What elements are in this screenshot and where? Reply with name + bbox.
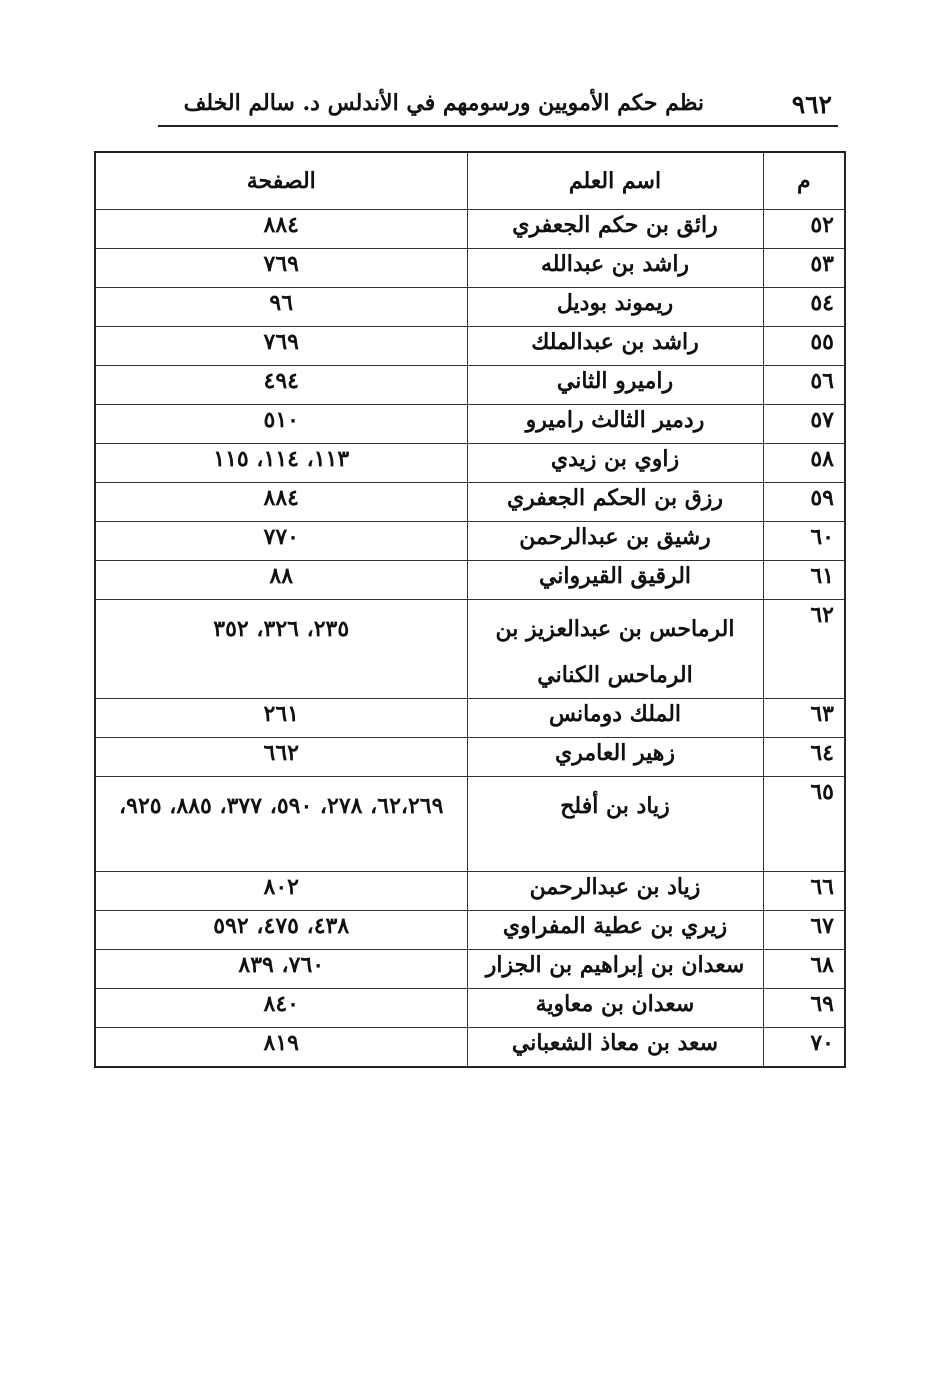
person-name: زياد بن عبدالرحمن bbox=[467, 872, 763, 911]
page-references: ٧٧٠ bbox=[95, 522, 467, 561]
row-number: ٥٣ bbox=[763, 249, 845, 288]
person-name: ردمير الثالث راميرو bbox=[467, 405, 763, 444]
page-references: ٥١٠ bbox=[95, 405, 467, 444]
page-header bbox=[158, 88, 838, 122]
page-references: ٤٩٤ bbox=[95, 366, 467, 405]
page-references: ٨٨٤ bbox=[95, 210, 467, 249]
table-row bbox=[95, 249, 845, 288]
row-number: ٥٩ bbox=[763, 483, 845, 522]
table-row bbox=[95, 1028, 845, 1068]
row-number: ٦٨ bbox=[763, 950, 845, 989]
table-row bbox=[95, 444, 845, 483]
person-name: راشد بن عبدالله bbox=[467, 249, 763, 288]
table-body bbox=[95, 210, 845, 1068]
row-number: ٦٧ bbox=[763, 911, 845, 950]
table-header-row bbox=[95, 152, 845, 210]
table-row bbox=[95, 522, 845, 561]
row-number: ٥٧ bbox=[763, 405, 845, 444]
table-row bbox=[95, 288, 845, 327]
table-row bbox=[95, 950, 845, 989]
table-row bbox=[95, 405, 845, 444]
row-number: ٥٥ bbox=[763, 327, 845, 366]
person-name: رزق بن الحكم الجعفري bbox=[467, 483, 763, 522]
table-row bbox=[95, 738, 845, 777]
person-name: ريموند بوديل bbox=[467, 288, 763, 327]
person-name: سعدان بن معاوية bbox=[467, 989, 763, 1028]
page-references: ٤٣٨، ٤٧٥، ٥٩٢ bbox=[95, 911, 467, 950]
page-references: ٧٦٠، ٨٣٩ bbox=[95, 950, 467, 989]
table-row bbox=[95, 989, 845, 1028]
row-number: ٦٤ bbox=[763, 738, 845, 777]
header-divider bbox=[158, 125, 838, 127]
column-header-pages: الصفحة bbox=[95, 152, 467, 210]
row-number: ٦١ bbox=[763, 561, 845, 600]
row-number: ٦٥ bbox=[763, 777, 845, 872]
person-name: زهير العامري bbox=[467, 738, 763, 777]
table-row bbox=[95, 699, 845, 738]
row-number: ٦٣ bbox=[763, 699, 845, 738]
person-name: سعدان بن إبراهيم بن الجزار bbox=[467, 950, 763, 989]
running-title: نظم حكم الأمويين ورسومهم في الأندلس د. سالم الخلف bbox=[183, 90, 704, 116]
table-row bbox=[95, 911, 845, 950]
names-index-table bbox=[94, 151, 846, 1068]
row-number: ٥٦ bbox=[763, 366, 845, 405]
page-references: ٨٤٠ bbox=[95, 989, 467, 1028]
person-name: زياد بن أفلح bbox=[467, 777, 763, 872]
row-number: ٥٤ bbox=[763, 288, 845, 327]
table-row bbox=[95, 872, 845, 911]
person-name: الرقيق القيرواني bbox=[467, 561, 763, 600]
row-number: ٦٠ bbox=[763, 522, 845, 561]
page-references: ٨٨ bbox=[95, 561, 467, 600]
table-row bbox=[95, 483, 845, 522]
page-references: ٧٦٩ bbox=[95, 249, 467, 288]
page-number: ٩٦٢ bbox=[791, 90, 832, 119]
page-references: ٦٦٢ bbox=[95, 738, 467, 777]
page-references: ٦٢،٢٦٩، ٢٧٨، ٥٩٠، ٣٧٧، ٨٨٥، ٩٢٥، bbox=[95, 777, 467, 872]
index-table-container bbox=[94, 151, 844, 1068]
table-row bbox=[95, 327, 845, 366]
person-name: راشد بن عبدالملك bbox=[467, 327, 763, 366]
row-number: ٧٠ bbox=[763, 1028, 845, 1068]
page-references: ٧٦٩ bbox=[95, 327, 467, 366]
page-references: ٨١٩ bbox=[95, 1028, 467, 1068]
column-header-name: اسم العلم bbox=[467, 152, 763, 210]
row-number: ٥٨ bbox=[763, 444, 845, 483]
person-name: رشيق بن عبدالرحمن bbox=[467, 522, 763, 561]
page-references: ١١٣، ١١٤، ١١٥ bbox=[95, 444, 467, 483]
person-name: الرماحس بن عبدالعزيز بن الرماحس الكناني bbox=[467, 600, 763, 699]
person-name: راميرو الثاني bbox=[467, 366, 763, 405]
person-name: سعد بن معاذ الشعباني bbox=[467, 1028, 763, 1068]
page-references: ٨٠٢ bbox=[95, 872, 467, 911]
table-row bbox=[95, 600, 845, 699]
row-number: ٦٦ bbox=[763, 872, 845, 911]
page-references: ٢٣٥، ٣٢٦، ٣٥٢ bbox=[95, 600, 467, 699]
row-number: ٦٩ bbox=[763, 989, 845, 1028]
page-references: ٢٦١ bbox=[95, 699, 467, 738]
person-name: رائق بن حكم الجعفري bbox=[467, 210, 763, 249]
row-number: ٦٢ bbox=[763, 600, 845, 699]
table-row bbox=[95, 777, 845, 872]
row-number: ٥٢ bbox=[763, 210, 845, 249]
person-name: زيري بن عطية المفراوي bbox=[467, 911, 763, 950]
table-row bbox=[95, 561, 845, 600]
table-row bbox=[95, 366, 845, 405]
table-row bbox=[95, 210, 845, 249]
page-references: ٨٨٤ bbox=[95, 483, 467, 522]
column-header-number: م bbox=[763, 152, 845, 210]
person-name: الملك دومانس bbox=[467, 699, 763, 738]
page-references: ٩٦ bbox=[95, 288, 467, 327]
person-name: زاوي بن زيدي bbox=[467, 444, 763, 483]
